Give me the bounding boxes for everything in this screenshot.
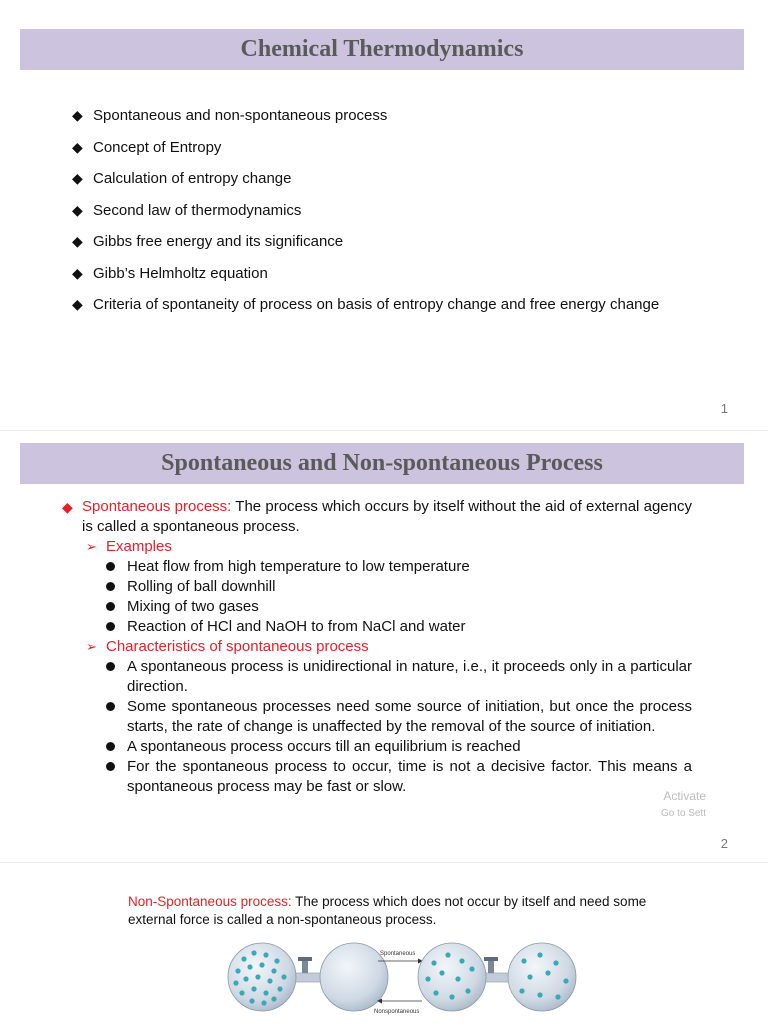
diamond-bullet-icon: ◆ [72, 170, 83, 186]
topic-item: ◆ Gibbs free energy and its significance [72, 226, 712, 258]
slide-2-content [62, 497, 692, 797]
mixed-flask-right-apparatus [418, 943, 576, 1011]
dot-bullet-icon [106, 762, 115, 771]
non-spontaneous-definition [128, 893, 648, 929]
list-item: A spontaneous process occurs till an equilibrium is reached [126, 737, 692, 757]
topic-list [72, 100, 712, 321]
list-item: A spontaneous process is unidirectional in nature, i.e., it proceeds only in a particular direction. [126, 657, 692, 697]
list-item: Some spontaneous processes need some source of initiation, but once the process starts, the rate of change is unaffected by the removal of the source of initiation. [126, 697, 692, 737]
slide-1 [0, 0, 768, 430]
dot-bullet-icon [106, 602, 115, 611]
examples-heading-row [62, 537, 692, 557]
list-item: Heat flow from high temperature to low temperature [126, 557, 692, 577]
dot-bullet-icon [106, 702, 115, 711]
activation-watermark-line1: Activate [663, 789, 706, 803]
definition-text: The process which occurs by itself without the aid of external agency is called a spontaneous process. [82, 498, 692, 535]
characteristics-heading-row [62, 637, 692, 657]
topic-item: ◆ Calculation of entropy change [72, 163, 712, 195]
slide-2-title: Spontaneous and Non-spontaneous Process [161, 450, 603, 476]
page-number: 2 [720, 836, 728, 851]
definition-term: Spontaneous process: [82, 498, 232, 515]
diamond-bullet-icon: ◆ [72, 233, 83, 249]
diamond-bullet-icon: ◆ [72, 296, 83, 312]
definition-term: Non-Spontaneous process: [128, 894, 292, 909]
spontaneous-label: Spontaneous [380, 951, 416, 957]
diamond-bullet-icon: ◆ [72, 264, 83, 281]
arrow-bullet-icon: ➢ [86, 539, 97, 554]
spontaneous-definition [62, 497, 692, 537]
topic-item: ◆ Spontaneous and non-spontaneous process [72, 100, 712, 132]
page-number: 1 [720, 401, 728, 416]
definition-text: The process which does not occur by itself and need some external force is called a non-spontaneous process. [128, 894, 647, 927]
examples-heading: Examples [106, 538, 172, 555]
gas-mixing-diagram [222, 941, 578, 1019]
characteristics-heading: Characteristics of spontaneous process [106, 638, 369, 655]
dot-bullet-icon [106, 662, 115, 671]
dot-bullet-icon [106, 562, 115, 571]
topic-item: ◆ Concept of Entropy [72, 132, 712, 164]
diamond-bullet-icon: ◆ [72, 138, 83, 155]
dot-bullet-icon [106, 582, 115, 591]
dot-bullet-icon [106, 742, 115, 751]
topic-item: ◆ Second law of thermodynamics [72, 195, 712, 227]
list-item: Mixing of two gases [126, 597, 692, 617]
diamond-bullet-icon: ◆ [72, 107, 83, 123]
slide-1-title-bar [20, 29, 744, 70]
arrow-bullet-icon: ➢ [86, 639, 97, 654]
slide-3 [0, 862, 768, 1025]
diamond-bullet-icon: ◆ [62, 499, 73, 515]
characteristics-list [62, 657, 692, 797]
topic-item: ◆ Gibb’s Helmholtz equation [72, 258, 712, 290]
slide-2 [0, 430, 768, 863]
mixed-flask-left-apparatus [228, 943, 388, 1011]
dot-bullet-icon [106, 622, 115, 631]
nonspontaneous-label: Nonspontaneous [374, 1009, 420, 1015]
list-item: Rolling of ball downhill [126, 577, 692, 597]
list-item: Reaction of HCl and NaOH to from NaCl and water [126, 617, 692, 637]
list-item: For the spontaneous process to occur, time is not a decisive factor. This means a spontaneous process may be fast or slow. [126, 757, 692, 797]
diamond-bullet-icon: ◆ [72, 201, 83, 218]
topic-item: ◆ Criteria of spontaneity of process on basis of entropy change and free energy change [72, 289, 712, 321]
slide-2-title-bar [20, 443, 744, 484]
examples-list [62, 557, 692, 637]
slide-1-title: Chemical Thermodynamics [240, 36, 524, 62]
activation-watermark-line2: Go to Sett [660, 808, 706, 819]
